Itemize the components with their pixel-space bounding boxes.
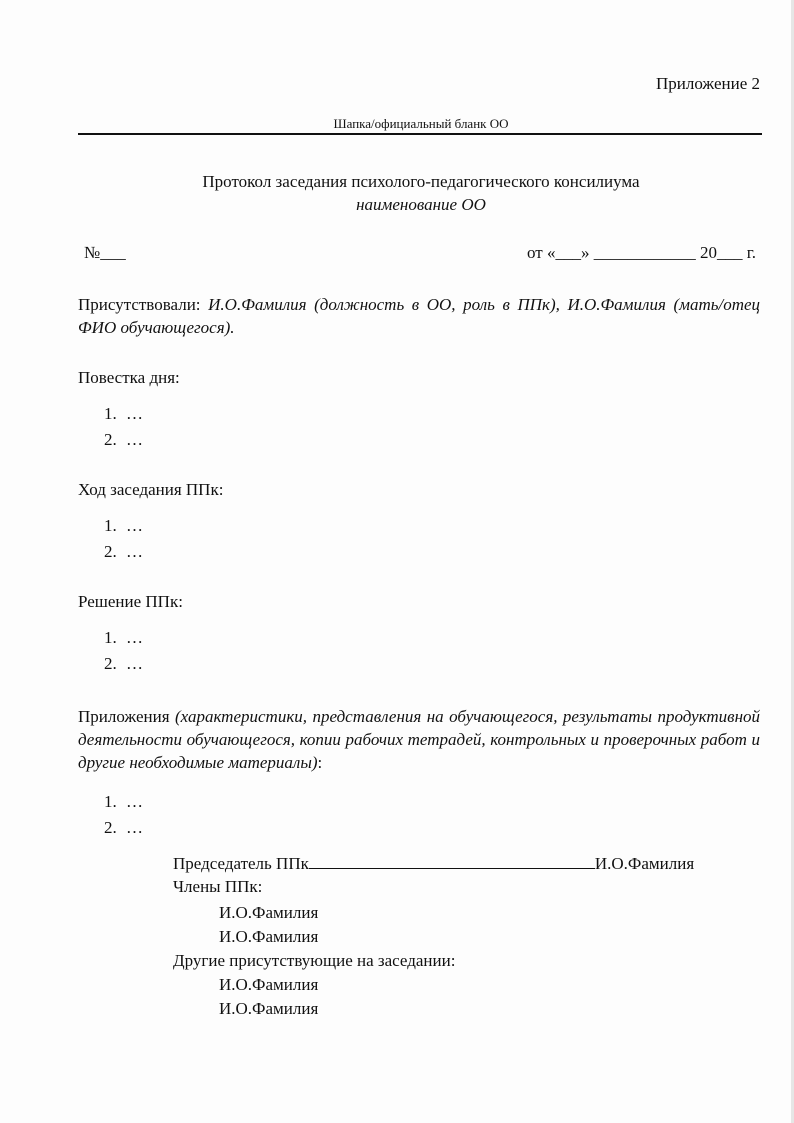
decision-heading: Решение ППк:: [78, 592, 183, 611]
list-item: 2. …: [104, 818, 143, 837]
appendix-label: Приложение 2: [656, 74, 760, 93]
header-rule: [78, 133, 762, 135]
attendees-text: И.О.Фамилия (должность в ОО, роль в ППк), И.О.Фамилия (мать/отец ФИО обучающегося).: [78, 295, 761, 337]
chair-signature-row: [173, 853, 694, 874]
list-item: 2. …: [104, 430, 143, 449]
other-attendee-name: И.О.Фамилия: [219, 999, 319, 1018]
attachments-label: Приложения: [78, 707, 170, 726]
list-item: 2. …: [104, 654, 143, 673]
attendees-label: Присутствовали:: [78, 295, 201, 314]
signature-line: [309, 853, 595, 869]
list-item: 1. …: [104, 404, 143, 423]
other-attendee-name: И.О.Фамилия: [219, 975, 319, 994]
header-blank-label: Шапка/официальный бланк ОО: [333, 116, 509, 131]
list-item: 2. …: [104, 542, 143, 561]
chair-name: И.О.Фамилия: [594, 854, 695, 873]
agenda-heading: Повестка дня:: [78, 368, 180, 387]
protocol-date: от «___» ____________ 20___ г.: [526, 243, 756, 262]
protocol-number: №___: [84, 243, 126, 262]
document-title: Протокол заседания психолого-педагогического консилиума: [202, 172, 640, 191]
list-item: 1. …: [104, 628, 143, 647]
member-name: И.О.Фамилия: [219, 903, 319, 922]
attachments-text: (характеристики, представления на обучающегося, результаты продуктивной деятельности обучающегося, копии рабочих тетрадей, контрольных и проверочных работ и другие необходимые материалы): [78, 707, 760, 772]
chair-label: Председатель ППк: [173, 854, 309, 873]
organization-name: наименование ОО: [356, 195, 486, 214]
attendees-paragraph: [78, 293, 760, 339]
member-name: И.О.Фамилия: [219, 927, 319, 946]
others-label: Другие присутствующие на заседании:: [173, 951, 456, 970]
list-item: 1. …: [104, 516, 143, 535]
members-label: Члены ППк:: [173, 877, 263, 896]
list-item: 1. …: [104, 792, 143, 811]
attachments-paragraph: Приложения (характеристики, представления на обучающегося, результаты продуктивной деятельности обучающегося, копии рабочих тетрадей, контрольных и проверочных работ и другие необходимые материалы):: [78, 707, 760, 772]
course-heading: Ход заседания ППк:: [78, 480, 224, 499]
